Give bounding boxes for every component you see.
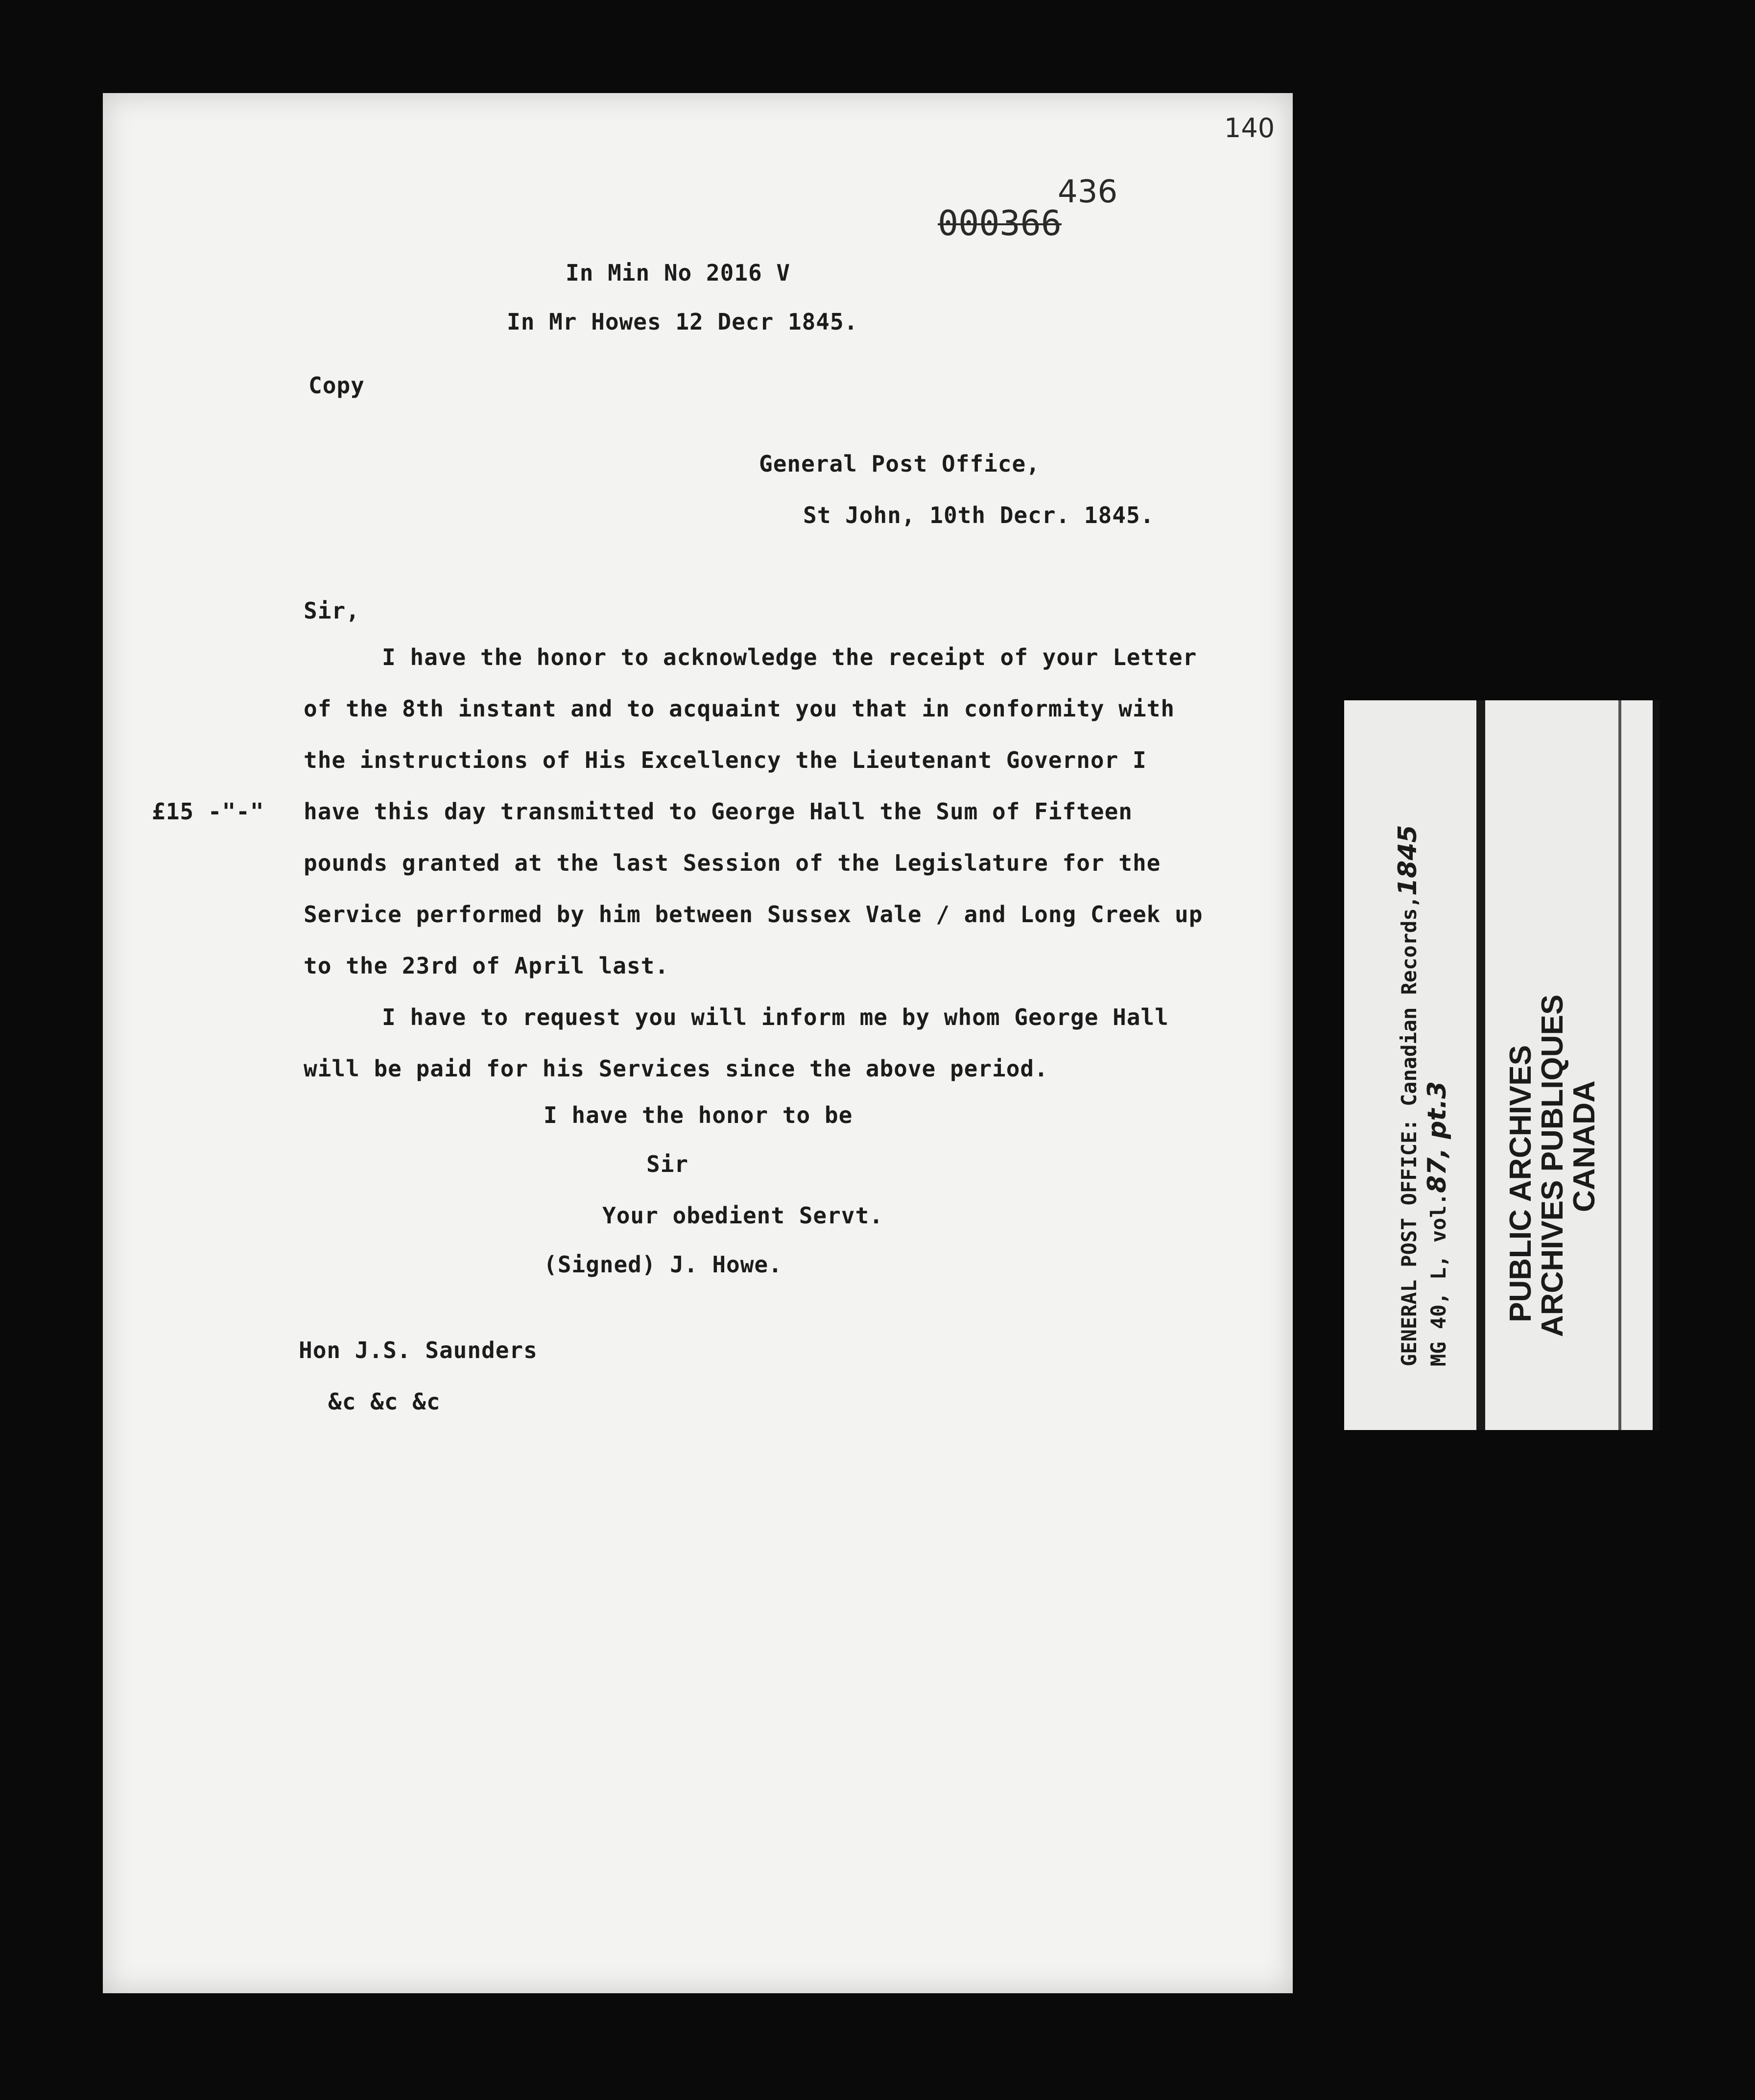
struck-reference-number: 000366 [938,203,1062,243]
archives-stamp-line-3: CANADA [1567,1080,1601,1212]
sender-office: General Post Office, [759,451,1040,477]
body-line-1: I have the honor to acknowledge the receipt of your Letter [382,644,1197,670]
body-line-4: have this day transmitted to George Hall the Sum of Fifteen [304,798,1133,825]
body-line-9: will be paid for his Services since the above period. [304,1055,1048,1082]
label-edge [1618,700,1621,1430]
signature-line: (Signed) J. Howe. [544,1251,783,1278]
series-line-1 [1393,825,1423,1366]
series-line-2 [1423,1081,1452,1366]
addressee-etc: &c &c &c [328,1388,441,1415]
body-line-8: I have to request you will inform me by whom George Hall [382,1004,1169,1030]
archives-stamp-line-2: ARCHIVES PUBLIQUES [1536,994,1569,1337]
new-reference-number: 436 [1058,174,1118,210]
archive-label [1344,700,1660,1430]
salutation: Sir, [304,597,360,624]
margin-amount: £15 -"-" [152,798,264,825]
label-divider [1476,700,1485,1430]
body-line-2: of the 8th instant and to acquaint you that in conformity with [304,695,1175,722]
series-line-2-handwritten: 87, pt.3 [1423,1081,1452,1193]
series-line-1-typed: GENERAL POST OFFICE: Canadian Records, [1397,896,1421,1366]
body-line-6: Service performed by him between Sussex Vale / and Long Creek up [304,901,1203,928]
minute-reference: In Min No 2016 V [566,260,791,286]
closing-line-2: Sir [646,1151,689,1177]
document-page [103,93,1293,1993]
body-line-5: pounds granted at the last Session of the Legislature for the [304,850,1161,876]
body-line-3: the instructions of His Excellency the Lieutenant Governor I [304,747,1147,773]
copy-label: Copy [308,372,365,399]
series-line-1-handwritten: 1845 [1393,825,1423,896]
addressee-name: Hon J.S. Saunders [299,1337,538,1363]
series-line-2-typed: MG 40, L, vol. [1426,1193,1450,1366]
body-line-7: to the 23rd of April last. [304,953,669,979]
closing-line-1: I have the honor to be [544,1102,853,1128]
sender-place-date: St John, 10th Decr. 1845. [803,502,1155,528]
page-number: 140 [1224,113,1275,143]
minute-date: In Mr Howes 12 Decr 1845. [507,309,858,335]
closing-line-3: Your obedient Servt. [602,1202,883,1229]
archives-stamp-line-1: PUBLIC ARCHIVES [1504,1045,1538,1322]
